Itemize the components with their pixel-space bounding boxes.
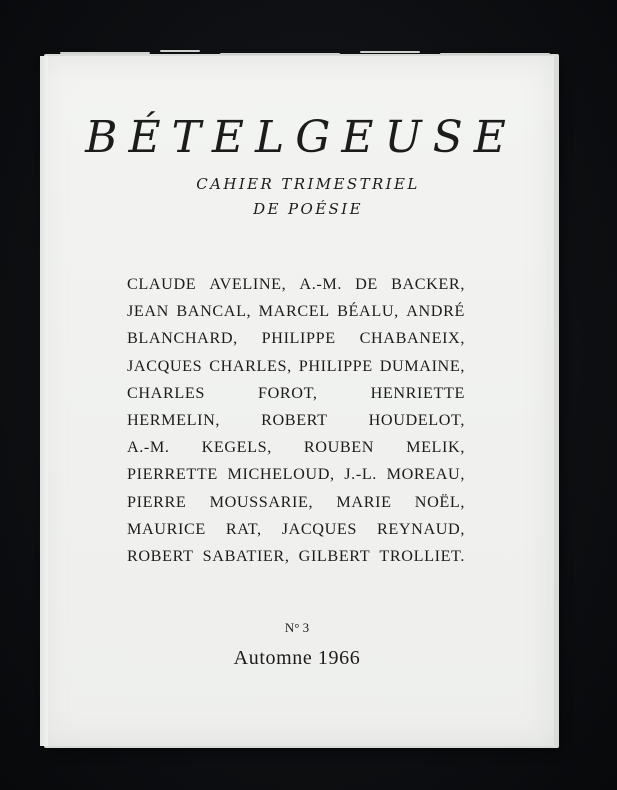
issue-number: N° 3	[284, 620, 310, 635]
contributor-word: PIERRE	[127, 492, 187, 511]
contributor-word: REYNAUD,	[377, 519, 465, 538]
contributor-word: MARCEL	[258, 302, 330, 321]
contributor-word: CHARLES	[127, 383, 205, 402]
contributor-word: A.-M.	[127, 438, 170, 457]
contributor-word: CHABANEIX,	[359, 329, 465, 348]
contributors-line	[127, 354, 465, 381]
issue-season: Automne 1966	[233, 647, 361, 669]
contributor-word: CHARLES,	[209, 356, 292, 375]
contributor-word: MELIK,	[406, 438, 465, 457]
contributor-word: DUMAINE,	[379, 356, 465, 375]
contributor-word: BACKER,	[391, 275, 465, 293]
contributors-line	[127, 490, 465, 517]
contributors-list	[127, 272, 465, 571]
contributor-word: NOËL,	[414, 492, 465, 511]
contributor-word: RAT,	[225, 519, 262, 538]
contributors-line	[127, 462, 465, 489]
contributor-word: HENRIETTE	[370, 383, 465, 402]
contributor-word: JEAN	[127, 302, 169, 321]
contributor-word: PIERRETTE	[127, 465, 218, 484]
magazine-title: BÉTELGEUSE	[85, 112, 517, 163]
contributor-word: ANDRÉ	[406, 302, 465, 321]
contributor-word: ROBERT	[261, 410, 328, 429]
contributors-line	[127, 408, 465, 435]
contributors-line	[127, 517, 465, 544]
contributor-word: BLANCHARD,	[127, 329, 238, 348]
contributor-word: HOUDELOT,	[368, 410, 465, 429]
contributor-word: GILBERT	[298, 546, 371, 565]
subtitle-line-1: CAHIER TRIMESTRIEL	[196, 175, 420, 193]
contributor-word: MAURICE	[127, 519, 206, 538]
contributor-word: FOROT,	[258, 383, 318, 402]
contributor-word: PHILIPPE	[261, 329, 336, 348]
contributor-word: MICHELOUD,	[227, 465, 335, 484]
contributor-word: CLAUDE	[127, 275, 197, 293]
contributor-word: PHILIPPE	[298, 356, 373, 375]
contributor-word: ROUBEN	[303, 438, 375, 457]
frayed-top-edge	[60, 50, 560, 58]
contributor-word: TROLLIET.	[379, 546, 465, 565]
contributor-word: DE	[355, 275, 378, 293]
contributor-word: MARIE	[336, 492, 392, 511]
contributor-word: BÉALU,	[337, 302, 399, 321]
contributor-word: SABATIER,	[202, 546, 290, 565]
contributor-word: HERMELIN,	[127, 410, 221, 429]
contributor-word: MOUSSARIE,	[209, 492, 314, 511]
contributors-line	[127, 544, 465, 571]
contributors-line	[127, 272, 465, 299]
contributor-word: KEGELS,	[201, 438, 272, 457]
contributors-line	[127, 435, 465, 462]
contributor-word: ROBERT	[127, 546, 194, 565]
contributors-line	[127, 326, 465, 353]
contributor-word: A.-M.	[299, 275, 342, 293]
contributor-word: JACQUES	[127, 356, 203, 375]
contributor-word: BANCAL,	[176, 302, 252, 321]
contributor-word: MOREAU,	[386, 465, 465, 484]
contributor-word: JACQUES	[281, 519, 357, 538]
contributors-line	[127, 299, 465, 326]
subtitle-line-2: DE POÉSIE	[253, 200, 363, 218]
contributor-word: AVELINE,	[209, 275, 287, 293]
contributor-word: J.-L.	[344, 465, 377, 484]
contributors-line	[127, 381, 465, 408]
